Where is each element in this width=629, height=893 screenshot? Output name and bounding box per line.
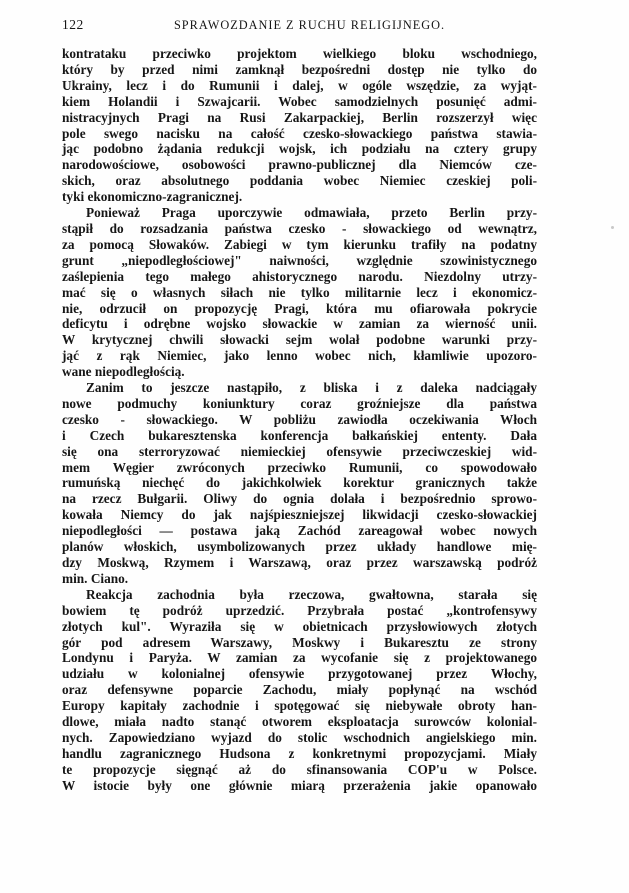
text-line: grunt „niepodległościowej" naiwności, względnie szowinistycznego <box>62 252 537 268</box>
text-line: skich, oraz absolutnego poddania wobec Niemiec czeskiej poli- <box>62 173 537 189</box>
text-line: kontrataku przeciwko projektom wielkiego bloku wschodniego, <box>62 46 537 61</box>
text-line: handlu zagranicznego Hudsona z konkretnymi propozycjami. Miały <box>62 745 537 761</box>
running-head: SPRAWOZDANIE Z RUCHU RELIGIJNEGO. <box>173 18 446 32</box>
text-line: nowe podmuchy koniunktury coraz groźniejsze dla państwa <box>62 395 537 411</box>
text-line: mem Węgier zwróconych przeciwko Rumunii, co spowodowało <box>62 459 537 475</box>
paragraph-4 <box>62 587 537 794</box>
text-line: Londynu i Paryża. W zamian za wycofanie się z projektowanego <box>62 650 537 666</box>
text-line: jąc podobno żądania redukcji wojsk, ich podziału na cztery grupy <box>62 141 537 157</box>
text-line: czesko - słowackiego. W pobliżu zawiodła oczekiwania Włoch <box>62 411 537 427</box>
text-line: na rzecz Bułgarii. Oliwy do ognia dolała i bezpośrednio sprowo- <box>62 491 537 507</box>
paragraph-2 <box>62 205 537 380</box>
text-line: zaślepienia tego małego ahistorycznego narodu. Niezdolny utrzy- <box>62 268 537 284</box>
paragraph-1 <box>62 46 537 205</box>
text-line: Zanim to jeszcze nastąpiło, z bliska i z daleka nadciągały <box>86 380 537 396</box>
text-line: jąć z rąk Niemiec, jako lenno wobec nich, kłamliwie upozoro- <box>62 348 537 364</box>
text-line: bowiem tę podróż uprzedzić. Przybrała postać „kontrofensywy <box>62 602 537 618</box>
text-line: wane niepodległością. <box>62 364 185 380</box>
text-line: mać się o własnych siłach nie tylko militarnie lecz i ekonomicz- <box>62 284 537 300</box>
text-line: kowała Niemcy do jak najśpieszniejszej likwidacji czesko-słowackiej <box>62 507 537 523</box>
body-text <box>62 46 537 794</box>
scan-speck <box>611 226 614 229</box>
text-line: tyki ekonomiczno-zagranicznej. <box>62 189 243 205</box>
text-line: min. Ciano. <box>62 570 129 586</box>
paragraph-3 <box>62 380 537 587</box>
text-line: udziału w kolonialnej ofensywie przygotowanej przez Włochy, <box>62 666 537 682</box>
text-line: złotych kul". Wyraziła się w obietnicach przysłowiowych złotych <box>62 618 537 634</box>
text-line: niepodległości — postawa jaką Zachód zareagował wobec nowych <box>62 523 537 539</box>
text-line: pole swego nacisku na całość czesko-słowackiego państwa stawia- <box>62 125 537 141</box>
text-line: nych. Zapowiedziano wyjazd do stolic wschodnich angielskiego min. <box>62 729 537 745</box>
text-line: dzy Moskwą, Rzymem i Warszawą, oraz przez warszawską podróż <box>62 555 537 570</box>
text-line: W krytycznej chwili słowacki sejm wolał podobne warunki przy- <box>62 332 537 348</box>
text-line: deficytu i odrębne wojsko słowackie w zamian za wierność unii. <box>62 316 537 332</box>
text-line: który by przed nimi zamknął bezpośredni dostęp nie tylko do <box>62 61 537 77</box>
text-line: Europy kapitały zachodnie i spotęgować się niebywałe obroty han- <box>62 698 537 714</box>
text-line: Reakcja zachodnia była rzeczowa, gwałtowna, starała się <box>86 586 537 602</box>
page-number: 122 <box>62 17 84 32</box>
text-line: dlowe, miała nadto stanąć otworem eksploatacja surowców kolonial- <box>62 714 537 730</box>
text-line: narodowościowe, osobowości prawno-publicznej dla Niemców cze- <box>62 157 537 173</box>
text-line: Ponieważ Praga uporczywie odmawiała, przeto Berlin przy- <box>86 205 537 221</box>
text-line: rumuńską niechęć do jakichkolwiek korektur granicznych także <box>62 475 537 491</box>
text-line: za pomocą Słowaków. Zabiegi w tym kierunku trafiły na podatny <box>62 236 537 252</box>
text-line: i Czech bukaresztenska konferencja bałkańskiej ententy. Dała <box>62 427 537 443</box>
text-line: te propozycje sięgnąć aż do sfinansowania COP'u w Polsce. <box>62 761 537 777</box>
text-line: kiem Holandii i Szwajcarii. Wobec samodzielnych posunięć admi- <box>62 93 537 109</box>
text-line: W istocie były one głównie miarą przerażenia jakie opanowało <box>62 777 537 793</box>
page-header <box>62 17 537 37</box>
text-line: oraz defensywne poparcie Zachodu, miały popłynąć na wschód <box>62 682 537 698</box>
text-line: planów włoskich, usymbolizowanych przez układy handlowe mię- <box>62 539 537 555</box>
text-line: stąpił do rozsadzania państwa czesko - słowackiego od wewnątrz, <box>62 220 537 236</box>
text-line: nie, odrzucił on propozycję Pragi, która mu ofiarowała pokrycie <box>62 300 537 316</box>
text-line: gór pod adresem Warszawy, Moskwy i Bukaresztu ze strony <box>62 634 537 650</box>
text-line: Ukrainy, lecz i do Rumunii i dalej, w ogóle wszędzie, za wyjąt- <box>62 77 537 93</box>
text-line: się ona sterroryzować niemieckiej ofensywie przeciwczeskiej wid- <box>62 443 537 459</box>
text-line: nistracyjnych Pragi na Rusi Zakarpackiej, Berlin rozszerzył więc <box>62 109 537 125</box>
